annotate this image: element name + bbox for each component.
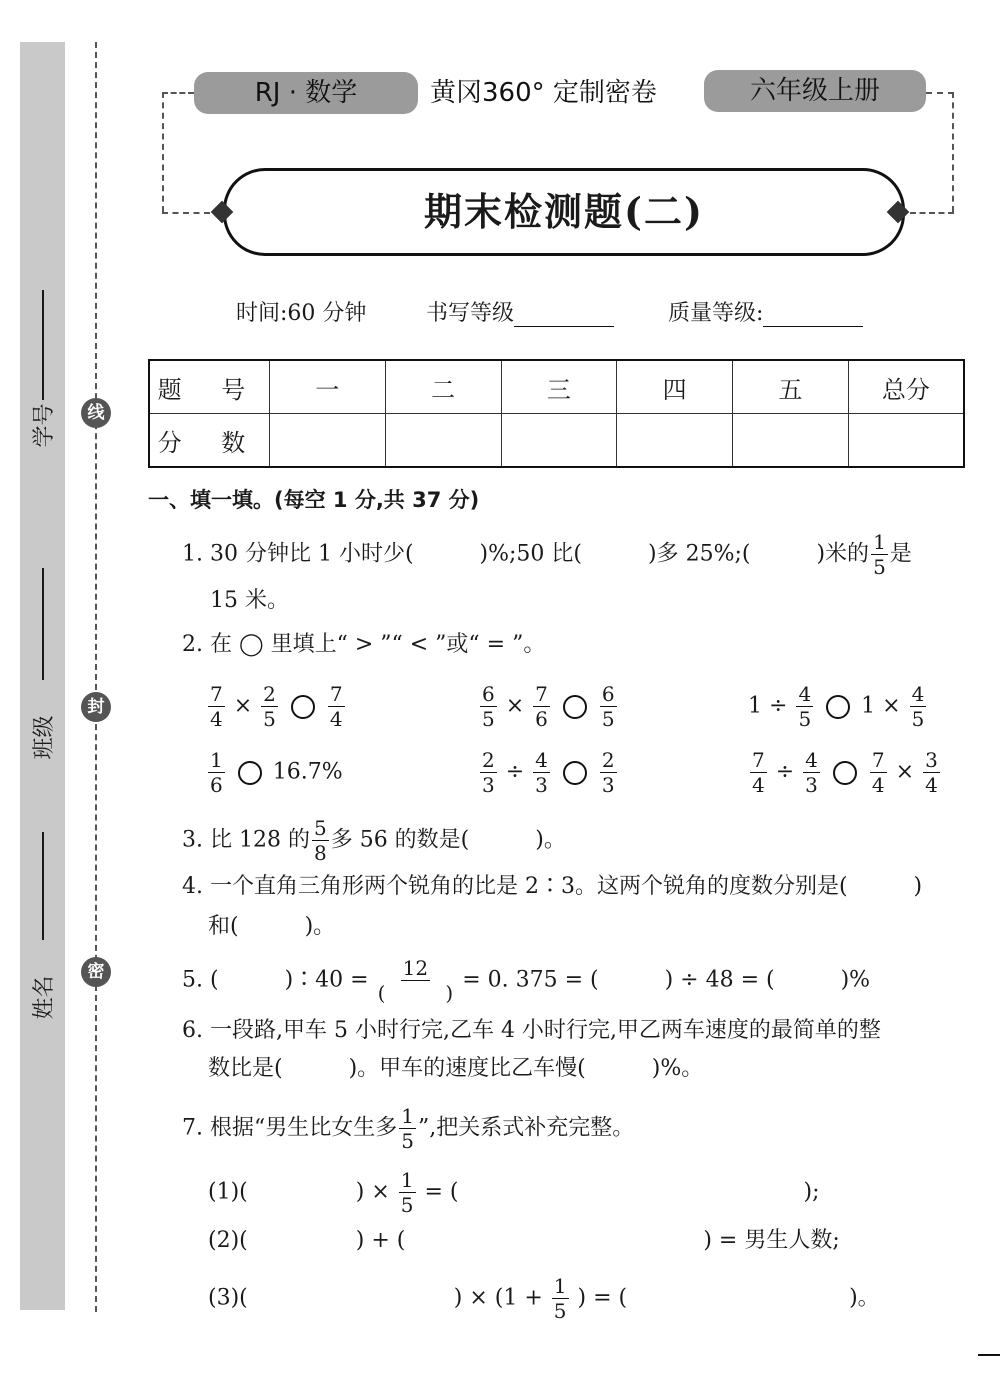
q2-expr-1: $\frac{7}{4}$ × $\frac{2}{5}$ $\frac{7}{4}$ (210, 682, 343, 731)
score-table (148, 359, 965, 468)
compare-circle-6[interactable] (833, 761, 857, 785)
q7-part-1: (1)( ) × $\frac{1}{5}$ = ( ); (208, 1168, 820, 1217)
binding-dashed-line (95, 42, 97, 1312)
grade-pill: 六年级上册 (704, 70, 926, 112)
q2-expr-2: $\frac{6}{5}$ × $\frac{7}{6}$ $\frac{6}{5}$ (482, 682, 615, 731)
banner-dash-right (910, 212, 954, 214)
question-4-line-2: 和( )。 (208, 914, 336, 939)
row-label-question-no: 题 号 (149, 360, 270, 414)
question-4-line-1: 4. 一个直角三角形两个锐角的比是 2∶3。这两个锐角的度数分别是( ) (182, 874, 923, 899)
student-id-line (42, 290, 44, 400)
series-title: 黄冈360° 定制密卷 (430, 78, 657, 108)
quality-grade (668, 296, 863, 327)
score-cell-2[interactable] (385, 414, 501, 468)
question-6-line-1: 6. 一段路,甲车 5 小时行完,乙车 4 小时行完,甲乙两车速度的最简单的整 (182, 1018, 881, 1043)
question-6-line-2: 数比是( )。甲车的速度比乙车慢( )%。 (208, 1056, 704, 1081)
q1-text-end: 是 (889, 541, 912, 567)
header-dash-left-vertical (162, 92, 164, 212)
writing-grade (426, 296, 614, 327)
score-cell-5[interactable] (733, 414, 849, 468)
compare-circle-1[interactable] (291, 695, 315, 719)
score-table-score-row (149, 414, 964, 468)
q1-fraction: $\frac{1}{5}$ (873, 530, 886, 579)
exam-title: 期末检测题(二) (223, 168, 905, 256)
question-7: 7. 根据“男生比女生多 $\frac{1}{5}$ ”,把关系式补充完整。 (182, 1104, 635, 1153)
col-3: 三 (501, 360, 617, 414)
subject-pill: RJ · 数学 (194, 72, 418, 114)
seal-seal-badge: 封 (81, 692, 111, 722)
student-id-label: 学号 (32, 403, 57, 448)
quality-grade-label: 质量等级: (668, 301, 764, 326)
q7-part-2: (2)( ) + ( ) = 男生人数; (208, 1228, 840, 1253)
col-5: 五 (733, 360, 849, 414)
banner-dash-left (162, 212, 210, 214)
section-1-title: 一、填一填。(每空 1 分,共 37 分) (148, 488, 480, 512)
col-total: 总分 (848, 360, 964, 414)
score-table-header-row (149, 360, 964, 414)
writing-grade-label: 书写等级 (426, 301, 515, 326)
q2-expr-3: 1 ÷ $\frac{4}{5}$ 1 × $\frac{4}{5}$ (748, 682, 925, 731)
question-3: 3. 比 128 的 $\frac{5}{8}$ 多 56 的数是( )。 (182, 816, 566, 865)
header-dash-left (162, 92, 194, 94)
name-label: 姓名 (32, 975, 57, 1020)
class-line (42, 568, 44, 680)
class-label: 班级 (32, 715, 57, 760)
q1-text: 1. 30 分钟比 1 小时少( )%;50 比( )多 25%;( )米的 (182, 541, 870, 567)
col-4: 四 (617, 360, 733, 414)
score-cell-1[interactable] (270, 414, 386, 468)
header-dash-right (926, 92, 954, 94)
question-5: 5. ( )∶40 = $\frac{12}{( )}$ = 0. 375 = ( ) ÷ 48 = ( )% (182, 956, 871, 1005)
question-2-text: 2. 在 ◯ 里填上“ > ”“ < ”或“ = ”。 (182, 632, 546, 657)
q2-expr-4: $\frac{1}{6}$ 16.7% (210, 748, 343, 797)
score-cell-total[interactable] (848, 414, 964, 468)
col-2: 二 (385, 360, 501, 414)
q2-expr-6: $\frac{7}{4}$ ÷ $\frac{4}{3}$ $\frac{7}{4}$ × $\frac{3}{4}$ (752, 748, 938, 797)
time-info: 时间:60 分钟 (236, 301, 367, 326)
writing-grade-blank[interactable] (514, 304, 614, 327)
col-1: 一 (270, 360, 386, 414)
name-line (42, 832, 44, 940)
row-label-score: 分 数 (149, 414, 270, 468)
q7-part-3: (3)( ) × (1 + $\frac{1}{5}$ ) = ( )。 (208, 1274, 880, 1323)
page-edge-mark (978, 1354, 1000, 1356)
score-cell-4[interactable] (617, 414, 733, 468)
compare-circle-2[interactable] (563, 695, 587, 719)
question-1-line-1 (182, 532, 912, 577)
quality-grade-blank[interactable] (763, 304, 863, 327)
question-1-line-2: 15 米。 (210, 588, 289, 613)
compare-circle-4[interactable] (238, 761, 262, 785)
score-cell-3[interactable] (501, 414, 617, 468)
seal-line-badge: 线 (81, 398, 111, 428)
q2-expr-5: $\frac{2}{3}$ ÷ $\frac{4}{3}$ $\frac{2}{3}$ (482, 748, 615, 797)
seal-secret-badge: 密 (81, 957, 111, 987)
compare-circle-5[interactable] (563, 761, 587, 785)
header-dash-right-vertical (952, 92, 954, 212)
compare-circle-3[interactable] (826, 695, 850, 719)
